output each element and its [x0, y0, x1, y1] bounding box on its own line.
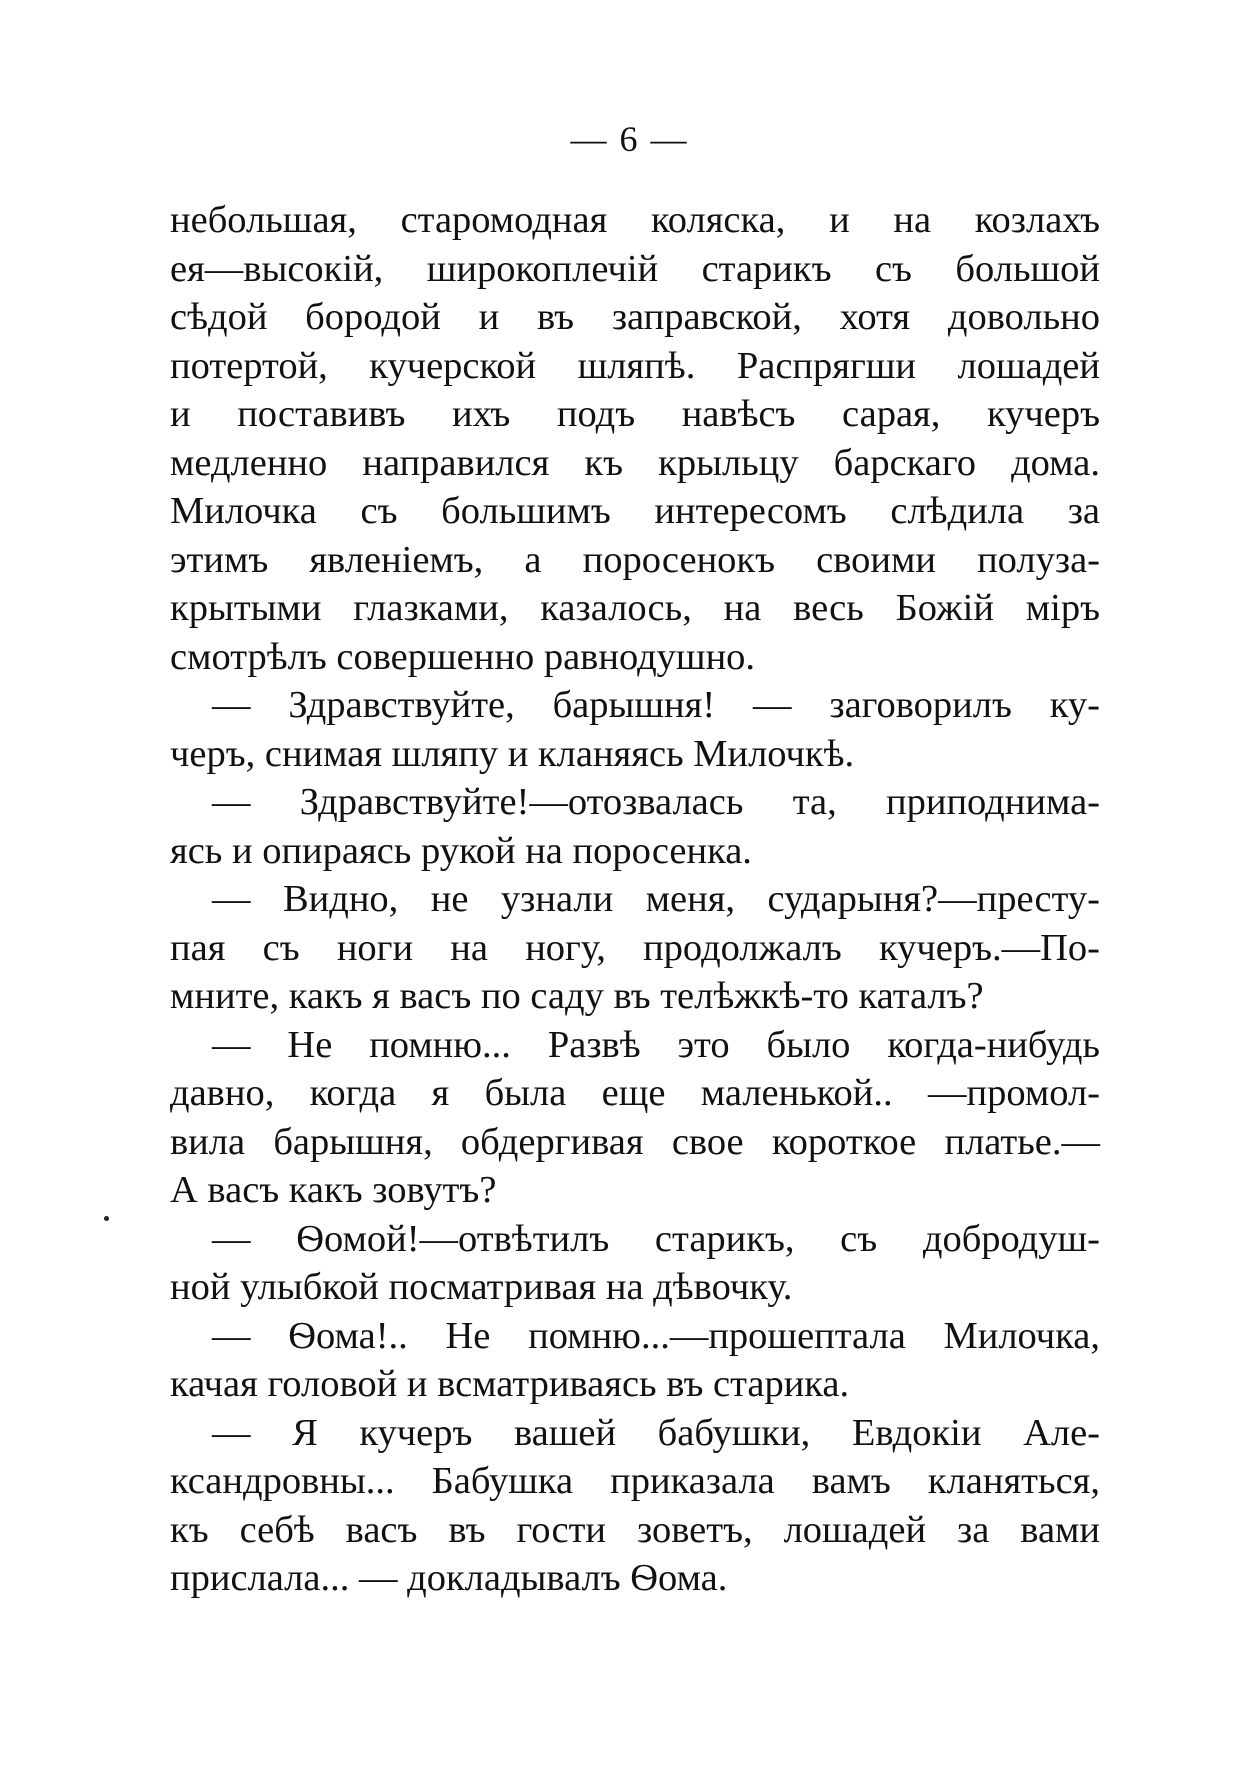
text-line: къ себѣ васъ въ гости зоветъ, лошадей за вами — [170, 1508, 1100, 1551]
text-line: ной улыбкой посматривая на дѣвочку. — [170, 1266, 793, 1308]
text-line: вила барышня, обдергивая свое короткое платье.— — [170, 1120, 1100, 1163]
text-line: сѣдой бородой и въ заправской, хотя довольно — [170, 296, 1100, 338]
text-line: крытыми глазками, казалось, на весь Божій міръ — [170, 587, 1100, 629]
text-line: потертой, кучерской шляпѣ. Распрягши лошадей — [170, 344, 1100, 387]
body-text — [170, 196, 1100, 1603]
text-line: А васъ какъ зовутъ? — [170, 1169, 497, 1211]
text-line: — Ѳомой!—отвѣтилъ старикъ, съ добродуш- — [212, 1217, 1100, 1260]
text-line: — Видно, не узнали меня, сударыня?—престу- — [212, 878, 1100, 920]
text-line: медленно направился къ крыльцу барскаго дома. — [170, 441, 1100, 484]
text-line: и поставивъ ихъ подъ навѣсъ сарая, кучеръ — [170, 393, 1100, 435]
text-line: прислала... — докладывалъ Ѳома. — [170, 1557, 728, 1599]
text-line: — Здравствуйте!—отозвалась та, приподнима- — [212, 781, 1100, 823]
text-line: качая головой и всматриваясь въ старика. — [170, 1363, 850, 1405]
text-line: давно, когда я была еще маленькой.. —промол- — [170, 1072, 1100, 1114]
text-line: черъ, снимая шляпу и кланяясь Милочкѣ. — [170, 732, 855, 775]
text-line: смотрѣлъ совершенно равнодушно. — [170, 635, 756, 678]
text-line: этимъ явленіемъ, а поросенокъ своими полуза- — [170, 538, 1100, 581]
page-number: — 6 — — [570, 119, 689, 159]
stray-print-mark — [104, 1216, 109, 1221]
text-line: небольшая, старомодная коляска, и на козлахъ — [170, 199, 1100, 241]
text-line: ксандровны... Бабушка приказала вамъ кланяться, — [170, 1460, 1100, 1502]
text-line: — Я кучеръ вашей бабушки, Евдокіи Але- — [212, 1411, 1100, 1454]
text-line: пая съ ноги на ногу, продолжалъ кучеръ.—По- — [170, 926, 1100, 969]
text-line: ея—высокій, широкоплечій старикъ съ большой — [170, 247, 1100, 290]
text-line: — Не помню... Развѣ это было когда-нибудь — [212, 1023, 1100, 1066]
text-line: — Ѳома!.. Не помню...—прошептала Милочка, — [212, 1314, 1100, 1357]
text-line: — Здравствуйте, барышня! — заговорилъ ку- — [212, 684, 1100, 726]
text-line: ясь и опираясь рукой на поросенка. — [170, 829, 752, 872]
text-line: Милочка съ большимъ интересомъ слѣдила за — [170, 490, 1100, 532]
text-line: мните, какъ я васъ по саду въ телѣжкѣ-то каталъ? — [170, 975, 984, 1017]
